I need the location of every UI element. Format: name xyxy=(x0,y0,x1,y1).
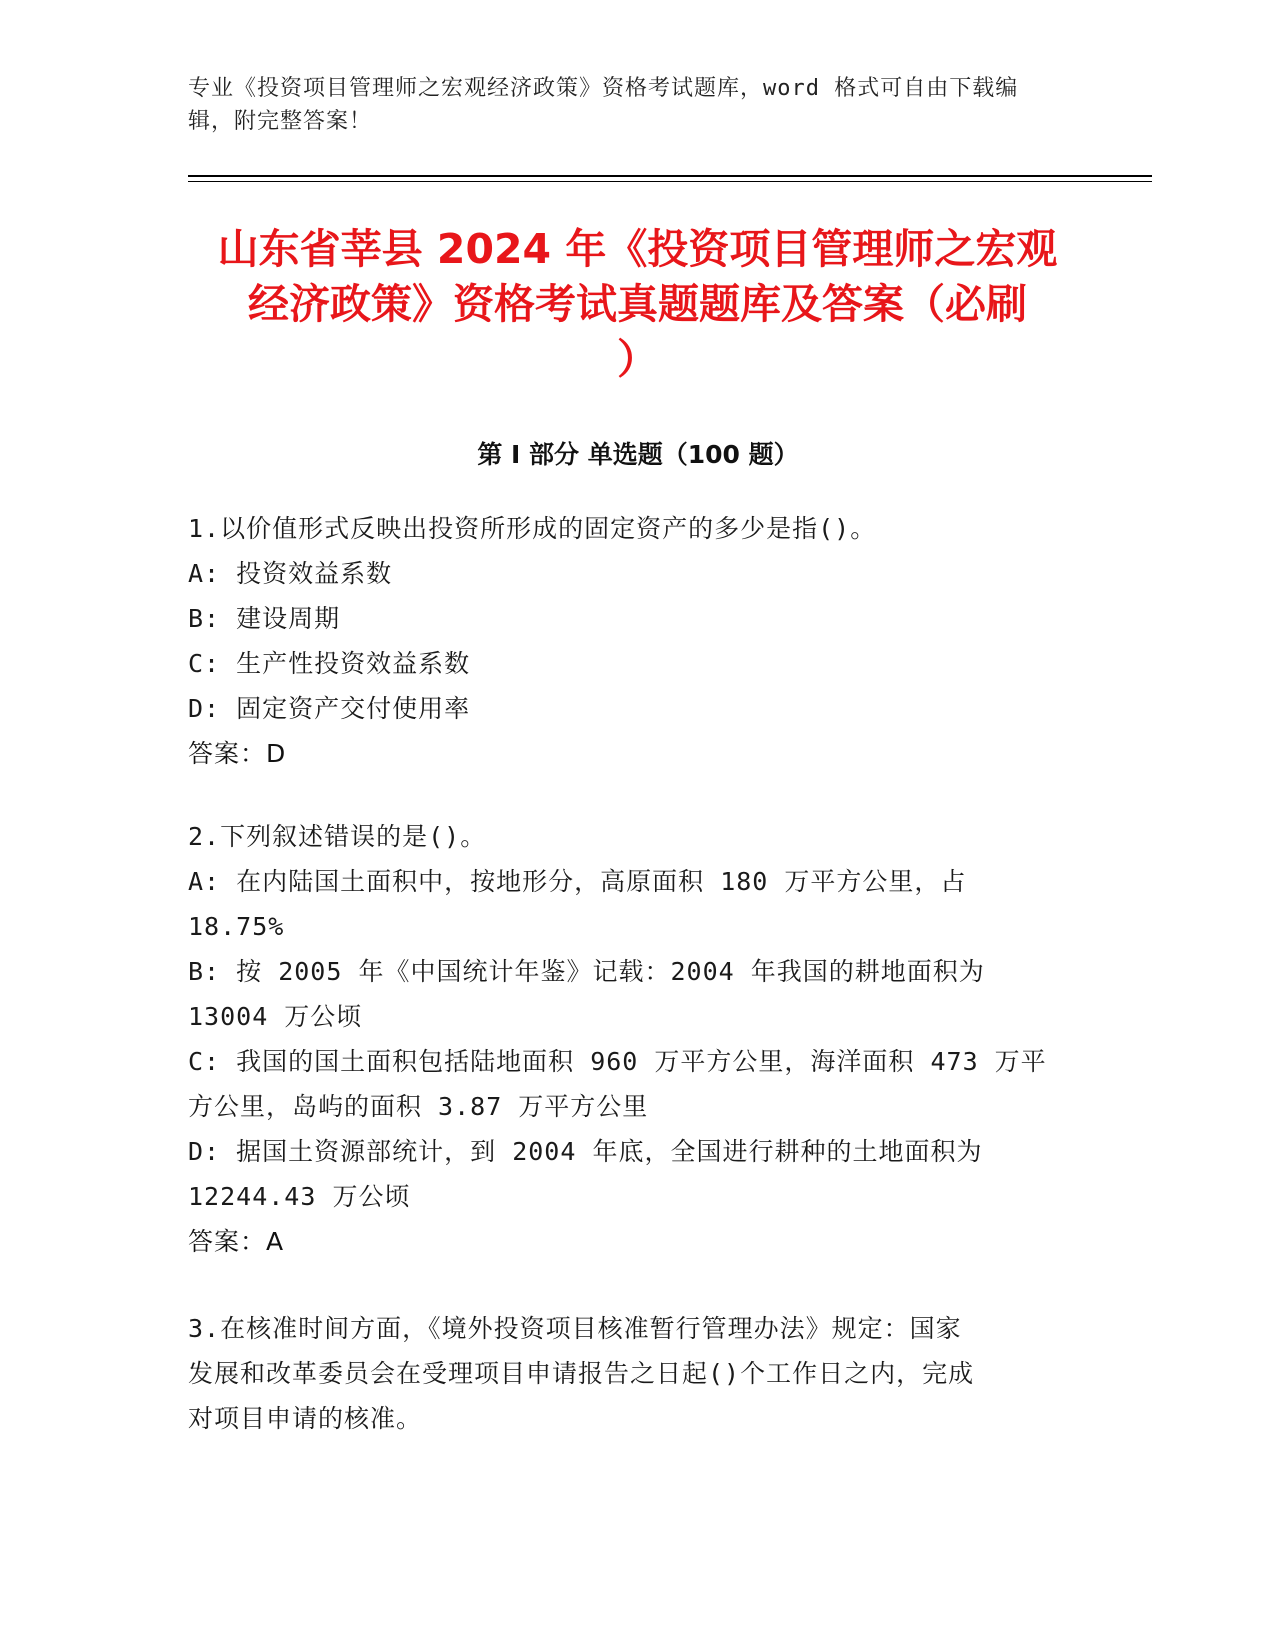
option-d: D: 据国土资源部统计，到 2004 年底，全国进行耕种的土地面积为 xyxy=(188,1137,983,1166)
header-note-line: 专业《投资项目管理师之宏观经济政策》资格考试题库，word 格式可自由下载编 xyxy=(188,76,1019,101)
question-stem: 1.以价值形式反映出投资所形成的固定资产的多少是指()。 xyxy=(188,514,877,543)
option-c: C: 生产性投资效益系数 xyxy=(188,649,471,678)
question-3 xyxy=(188,1306,1068,1441)
option-c-continued: 方公里，岛屿的面积 3.87 万平方公里 xyxy=(188,1092,649,1121)
document-title-line: 山东省莘县 2024 年《投资项目管理师之宏观 xyxy=(217,225,1058,273)
option-a: A: 在内陆国土面积中，按地形分，高原面积 180 万平方公里，占 xyxy=(188,867,967,896)
question-stem-continued: 发展和改革委员会在受理项目申请报告之日起()个工作日之内，完成 xyxy=(188,1359,975,1388)
question-stem: 2.下列叙述错误的是()。 xyxy=(188,822,487,851)
document-title-line: 经济政策》资格考试真题题库及答案（必刷 xyxy=(248,280,1027,328)
option-b: B: 建设周期 xyxy=(188,604,341,633)
question-stem: 3.在核准时间方面，《境外投资项目核准暂行管理办法》规定：国家 xyxy=(188,1314,962,1343)
header-divider-thin xyxy=(188,181,1152,182)
question-stem-continued: 对项目申请的核准。 xyxy=(188,1404,423,1433)
option-d: D: 固定资产交付使用率 xyxy=(188,694,471,723)
header-divider-thick xyxy=(188,175,1152,177)
option-c: C: 我国的国土面积包括陆地面积 960 万平方公里，海洋面积 473 万平 xyxy=(188,1047,1047,1076)
header-note xyxy=(188,72,1088,138)
document-title xyxy=(150,222,1125,387)
question-1 xyxy=(188,506,1068,776)
option-a-continued: 18.75% xyxy=(188,912,285,941)
section-title: 第 I 部分 单选题（100 题） xyxy=(477,440,799,469)
option-d-continued: 12244.43 万公顷 xyxy=(188,1182,411,1211)
option-b-continued: 13004 万公顷 xyxy=(188,1002,363,1031)
answer: 答案：D xyxy=(188,739,287,768)
question-2 xyxy=(188,814,1068,1264)
option-a: A: 投资效益系数 xyxy=(188,559,393,588)
document-title-line: ） xyxy=(617,335,658,383)
header-note-line: 辑，附完整答案！ xyxy=(188,109,373,134)
answer: 答案：A xyxy=(188,1227,285,1256)
option-b: B: 按 2005 年《中国统计年鉴》记载：2004 年我国的耕地面积为 xyxy=(188,957,985,986)
